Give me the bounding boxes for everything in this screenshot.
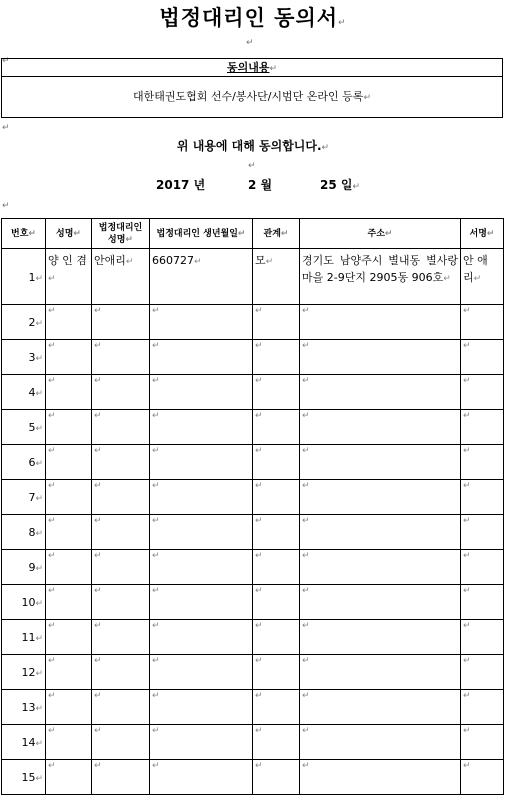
address-value: 경기도 남양주시 별내동 별사랑마을 2-9단지 2905동 906호 xyxy=(302,254,458,284)
table-row xyxy=(2,410,504,445)
row-number-cell: 8↵ xyxy=(2,515,46,550)
signature-cell: ↵ xyxy=(461,690,504,725)
consent-heading: 동의내용 xyxy=(226,61,270,74)
signature-cell: ↵ xyxy=(461,725,504,760)
relation-cell: ↵ xyxy=(253,445,300,480)
name-cell: ↵ xyxy=(46,515,92,550)
return-mark-icon: ↵ xyxy=(246,38,254,48)
address-cell: ↵ xyxy=(300,655,461,690)
document-title xyxy=(0,2,506,32)
guardian-name-cell: ↵ xyxy=(92,515,150,550)
address-cell: ↵ xyxy=(300,375,461,410)
relation-cell: ↵ xyxy=(253,550,300,585)
name-cell: 양 인 겸↵ xyxy=(46,249,92,305)
return-mark-icon: ↵ xyxy=(338,18,347,28)
row-number: 4 xyxy=(28,385,36,399)
row-number: 13 xyxy=(21,700,36,714)
guardian-birth-cell: ↵ xyxy=(150,690,253,725)
table-row xyxy=(2,480,504,515)
return-mark-icon: ↵ xyxy=(2,56,10,66)
header-signature-text: 서명 xyxy=(469,228,487,239)
return-mark-icon: ↵ xyxy=(2,201,10,211)
address-cell: ↵ xyxy=(300,725,461,760)
address-cell: ↵ xyxy=(300,410,461,445)
guardian-name-cell: ↵ xyxy=(92,760,150,795)
row-number: 6 xyxy=(28,455,36,469)
header-address: 주소↵ xyxy=(300,219,461,249)
consent-content-cell xyxy=(1,76,503,118)
signature-cell: ↵ xyxy=(461,410,504,445)
guardian-birth-cell: ↵ xyxy=(150,550,253,585)
table-header-row xyxy=(2,219,504,249)
guardian-table xyxy=(1,218,504,795)
date-day-text: 25 일 xyxy=(320,178,353,192)
guardian-birth-cell: ↵ xyxy=(150,410,253,445)
guardian-birth-cell: ↵ xyxy=(150,515,253,550)
relation-cell: ↵ xyxy=(253,375,300,410)
relation-value: 모 xyxy=(255,254,266,267)
guardian-name-cell: 안애리↵ xyxy=(92,249,150,305)
row-number-cell: 3↵ xyxy=(2,340,46,375)
header-signature: 서명↵ xyxy=(461,219,504,249)
address-cell: ↵ xyxy=(300,760,461,795)
row-number: 9 xyxy=(28,560,36,574)
return-mark-icon: ↵ xyxy=(352,182,361,192)
guardian-name-value: 안애리 xyxy=(94,254,126,267)
name-value: 양 인 겸 xyxy=(48,254,87,267)
row-number: 1 xyxy=(28,270,36,284)
guardian-birth-cell: ↵ xyxy=(150,620,253,655)
header-guardian-name: 법정대리인 성명↵ xyxy=(92,219,150,249)
return-mark-icon: ↵ xyxy=(363,93,371,103)
signature-cell: ↵ xyxy=(461,550,504,585)
guardian-name-cell: ↵ xyxy=(92,375,150,410)
name-cell: ↵ xyxy=(46,480,92,515)
row-number: 10 xyxy=(21,595,36,609)
relation-cell: ↵ xyxy=(253,760,300,795)
table-body xyxy=(2,249,504,795)
guardian-birth-cell: ↵ xyxy=(150,760,253,795)
name-cell: ↵ xyxy=(46,585,92,620)
address-cell: ↵ xyxy=(300,690,461,725)
signature-cell: ↵ xyxy=(461,620,504,655)
address-cell: ↵ xyxy=(300,340,461,375)
signature-cell: ↵ xyxy=(461,585,504,620)
signature-cell: 안 애 리↵ xyxy=(461,249,504,305)
guardian-name-cell: ↵ xyxy=(92,620,150,655)
document-title-text: 법정대리인 동의서 xyxy=(159,6,339,30)
table-row xyxy=(2,305,504,340)
table-row xyxy=(2,249,504,305)
row-number-cell: 10↵ xyxy=(2,585,46,620)
table-row xyxy=(2,375,504,410)
row-number: 5 xyxy=(28,420,36,434)
row-number: 8 xyxy=(28,525,36,539)
header-no-text: 번호 xyxy=(11,228,29,239)
guardian-birth-cell: ↵ xyxy=(150,340,253,375)
address-cell: 경기도 남양주시 별내동 별사랑마을 2-9단지 2905동 906호↵ xyxy=(300,249,461,305)
table-row xyxy=(2,725,504,760)
guardian-birth-cell: ↵ xyxy=(150,725,253,760)
return-mark-icon: ↵ xyxy=(321,143,330,153)
guardian-name-cell: ↵ xyxy=(92,550,150,585)
guardian-name-cell: ↵ xyxy=(92,725,150,760)
agreement-statement xyxy=(0,137,506,154)
guardian-birth-cell: ↵ xyxy=(150,305,253,340)
name-cell: ↵ xyxy=(46,340,92,375)
row-number: 15 xyxy=(21,770,36,784)
table-row xyxy=(2,340,504,375)
row-number: 14 xyxy=(21,735,36,749)
address-cell: ↵ xyxy=(300,585,461,620)
date-year: 2017 년 xyxy=(156,178,206,192)
guardian-name-cell: ↵ xyxy=(92,340,150,375)
guardian-name-cell: ↵ xyxy=(92,690,150,725)
header-no: 번호↵ xyxy=(2,219,46,249)
guardian-name-cell: ↵ xyxy=(92,305,150,340)
guardian-birth-cell: 660727↵ xyxy=(150,249,253,305)
relation-cell: ↵ xyxy=(253,305,300,340)
row-number: 7 xyxy=(28,490,36,504)
row-number-cell: 1↵ xyxy=(2,249,46,305)
address-cell: ↵ xyxy=(300,620,461,655)
relation-cell: ↵ xyxy=(253,620,300,655)
name-cell: ↵ xyxy=(46,725,92,760)
name-cell: ↵ xyxy=(46,760,92,795)
row-number: 11 xyxy=(21,630,36,644)
guardian-birth-cell: ↵ xyxy=(150,585,253,620)
header-name-text: 성명 xyxy=(56,228,74,239)
row-number-cell: 6↵ xyxy=(2,445,46,480)
row-number-cell: 11↵ xyxy=(2,620,46,655)
return-mark-icon: ↵ xyxy=(269,64,278,74)
guardian-name-cell: ↵ xyxy=(92,585,150,620)
row-number-cell: 15↵ xyxy=(2,760,46,795)
relation-cell: 모↵ xyxy=(253,249,300,305)
guardian-name-cell: ↵ xyxy=(92,655,150,690)
row-number-cell: 13↵ xyxy=(2,690,46,725)
row-number-cell: 12↵ xyxy=(2,655,46,690)
date-day xyxy=(320,176,360,193)
consent-content: 대한태권도협회 선수/봉사단/시범단 온라인 등록 xyxy=(133,90,364,103)
date-month: 2 월 xyxy=(248,178,273,192)
guardian-birth-cell: ↵ xyxy=(150,655,253,690)
table-row xyxy=(2,550,504,585)
row-number-cell: 4↵ xyxy=(2,375,46,410)
signature-cell: ↵ xyxy=(461,760,504,795)
guardian-name-cell: ↵ xyxy=(92,410,150,445)
signature-cell: ↵ xyxy=(461,515,504,550)
agreement-text: 위 내용에 대해 동의합니다. xyxy=(176,139,322,153)
guardian-name-cell: ↵ xyxy=(92,445,150,480)
row-number-cell: 5↵ xyxy=(2,410,46,445)
table-row xyxy=(2,585,504,620)
return-mark-icon: ↵ xyxy=(248,161,256,171)
signature-value: 안 애 리 xyxy=(463,254,488,284)
header-relation: 관계↵ xyxy=(253,219,300,249)
row-number-cell: 14↵ xyxy=(2,725,46,760)
header-relation-text: 관계 xyxy=(263,228,281,239)
guardian-birth-cell: ↵ xyxy=(150,445,253,480)
name-cell: ↵ xyxy=(46,550,92,585)
signature-cell: ↵ xyxy=(461,655,504,690)
address-cell: ↵ xyxy=(300,480,461,515)
name-cell: ↵ xyxy=(46,410,92,445)
consent-heading-cell xyxy=(1,58,503,77)
name-cell: ↵ xyxy=(46,690,92,725)
relation-cell: ↵ xyxy=(253,585,300,620)
relation-cell: ↵ xyxy=(253,410,300,445)
header-name: 성명↵ xyxy=(46,219,92,249)
name-cell: ↵ xyxy=(46,305,92,340)
relation-cell: ↵ xyxy=(253,655,300,690)
table-row xyxy=(2,690,504,725)
row-number: 3 xyxy=(28,350,36,364)
name-cell: ↵ xyxy=(46,375,92,410)
header-guardian-birth-text: 법정대리인 생년월일 xyxy=(156,228,238,239)
header-guardian-birth: 법정대리인 생년월일↵ xyxy=(150,219,253,249)
relation-cell: ↵ xyxy=(253,515,300,550)
address-cell: ↵ xyxy=(300,445,461,480)
table-row xyxy=(2,515,504,550)
name-cell: ↵ xyxy=(46,655,92,690)
signature-cell: ↵ xyxy=(461,305,504,340)
table-row xyxy=(2,760,504,795)
signature-cell: ↵ xyxy=(461,480,504,515)
row-number-cell: 9↵ xyxy=(2,550,46,585)
row-number: 2 xyxy=(28,315,36,329)
signature-cell: ↵ xyxy=(461,375,504,410)
header-guardian-name-text: 법정대리인 성명 xyxy=(98,222,143,245)
header-address-text: 주소 xyxy=(367,228,385,239)
guardian-name-cell: ↵ xyxy=(92,480,150,515)
relation-cell: ↵ xyxy=(253,480,300,515)
row-number: 12 xyxy=(21,665,36,679)
signature-cell: ↵ xyxy=(461,340,504,375)
table-row xyxy=(2,445,504,480)
row-number-cell: 7↵ xyxy=(2,480,46,515)
relation-cell: ↵ xyxy=(253,725,300,760)
relation-cell: ↵ xyxy=(253,690,300,725)
table-row xyxy=(2,655,504,690)
name-cell: ↵ xyxy=(46,620,92,655)
address-cell: ↵ xyxy=(300,515,461,550)
signature-cell: ↵ xyxy=(461,445,504,480)
guardian-birth-cell: ↵ xyxy=(150,480,253,515)
return-mark-icon: ↵ xyxy=(2,123,10,133)
relation-cell: ↵ xyxy=(253,340,300,375)
name-cell: ↵ xyxy=(46,445,92,480)
address-cell: ↵ xyxy=(300,305,461,340)
row-number-cell: 2↵ xyxy=(2,305,46,340)
guardian-birth-cell: ↵ xyxy=(150,375,253,410)
guardian-birth-value: 660727 xyxy=(152,254,194,267)
table-row xyxy=(2,620,504,655)
address-cell: ↵ xyxy=(300,550,461,585)
